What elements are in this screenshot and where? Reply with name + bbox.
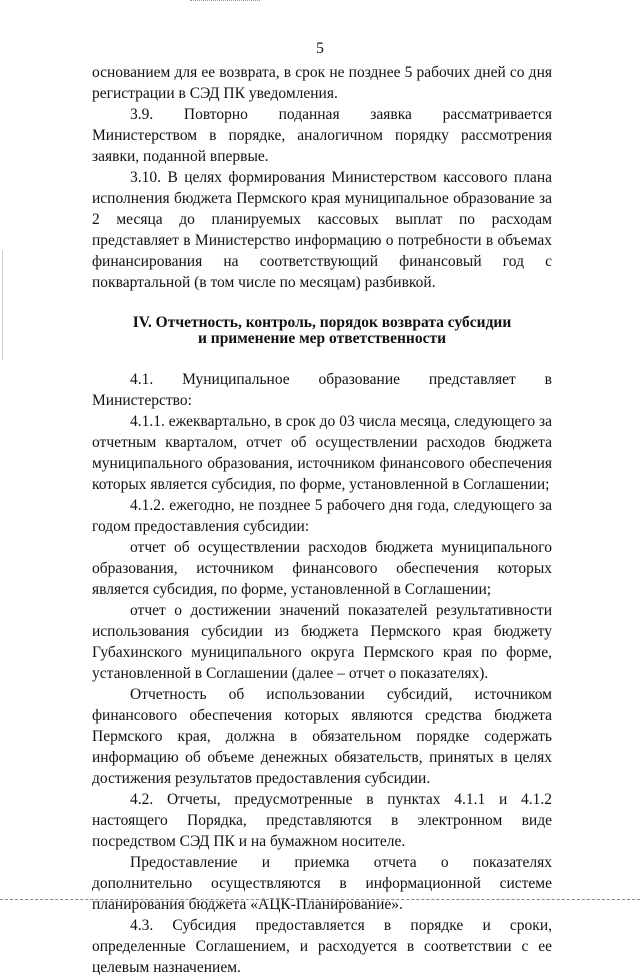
paragraph-4-1-2: 4.1.2. ежегодно, не позднее 5 рабочего дня года, следующего за годом предоставления субсидии: bbox=[92, 497, 552, 535]
section-heading-line2: и применение мер ответственности bbox=[197, 330, 447, 347]
document-body bbox=[92, 62, 552, 978]
paragraph-3-9: 3.9. Повторно поданная заявка рассматривается Министерством в порядке, аналогичном порядку рассмотрения заявки, поданной впервые. bbox=[92, 106, 552, 165]
paragraph-4-1: 4.1. Муниципальное образование представляет в Министерство: bbox=[92, 371, 552, 409]
section-heading bbox=[92, 315, 552, 347]
scan-artifact-left bbox=[2, 250, 3, 360]
paragraph-4-1-1: 4.1.1. ежеквартально, в срок до 03 числа месяца, следующего за отчетным кварталом, отчет об осуществлении расходов бюджета муниципального образования, источником финансового обеспечения которых является субсидия, по форме, установленной в Соглашении; bbox=[92, 413, 552, 493]
section-heading-line1: IV. Отчетность, контроль, порядок возврата субсидии bbox=[132, 314, 512, 331]
paragraph-4-2: 4.2. Отчеты, предусмотренные в пунктах 4.1.1 и 4.1.2 настоящего Порядка, представляются в электронном виде посредством СЭД ПК и на бумажном носителе. bbox=[92, 791, 552, 850]
paragraph-indicators-report: отчет о достижении значений показателей результативности использования субсидии из бюджета Пермского края бюджету Губахинского муниципального округа Пермского края по форме, установленной в Соглашении (далее – отчет о показателях). bbox=[92, 602, 552, 682]
paragraph-reporting-content: Отчетность об использовании субсидий, источником финансового обеспечения которых являются средства бюджета Пермского края, должна в обязательном порядке содержать информацию об объеме денежных обязательств, принятых в целях достижения результатов предоставления субсидии. bbox=[92, 686, 552, 787]
paragraph-expense-report: отчет об осуществлении расходов бюджета муниципального образования, источником финансового обеспечения которых является субсидия, по форме, установленной в Соглашении; bbox=[92, 539, 552, 598]
paragraph-4-3: 4.3. Субсидия предоставляется в порядке и сроки, определенные Соглашением, и расходуется в соответствии с ее целевым назначением. bbox=[92, 917, 552, 976]
scan-artifact-bottom bbox=[0, 899, 640, 903]
paragraph-acc-planning: Предоставление и приемка отчета о показателях дополнительно осуществляются в информационной системе планирования бюджета «АЦК-Планирование». bbox=[92, 854, 552, 913]
paragraph-3-10: 3.10. В целях формирования Министерством кассового плана исполнения бюджета Пермского края муниципальное образование за 2 месяца до планируемых кассовых выплат по расходам представляет в Министерство информацию о потребности в объемах финансирования на соответствующий финансовый год с поквартальной (в том числе по месяцам) разбивкой. bbox=[92, 169, 552, 291]
page-number: 5 bbox=[316, 40, 324, 57]
scan-artifact-top bbox=[190, 0, 260, 3]
paragraph-continuation: основанием для ее возврата, в срок не позднее 5 рабочих дней со дня регистрации в СЭД ПК уведомления. bbox=[92, 64, 552, 102]
